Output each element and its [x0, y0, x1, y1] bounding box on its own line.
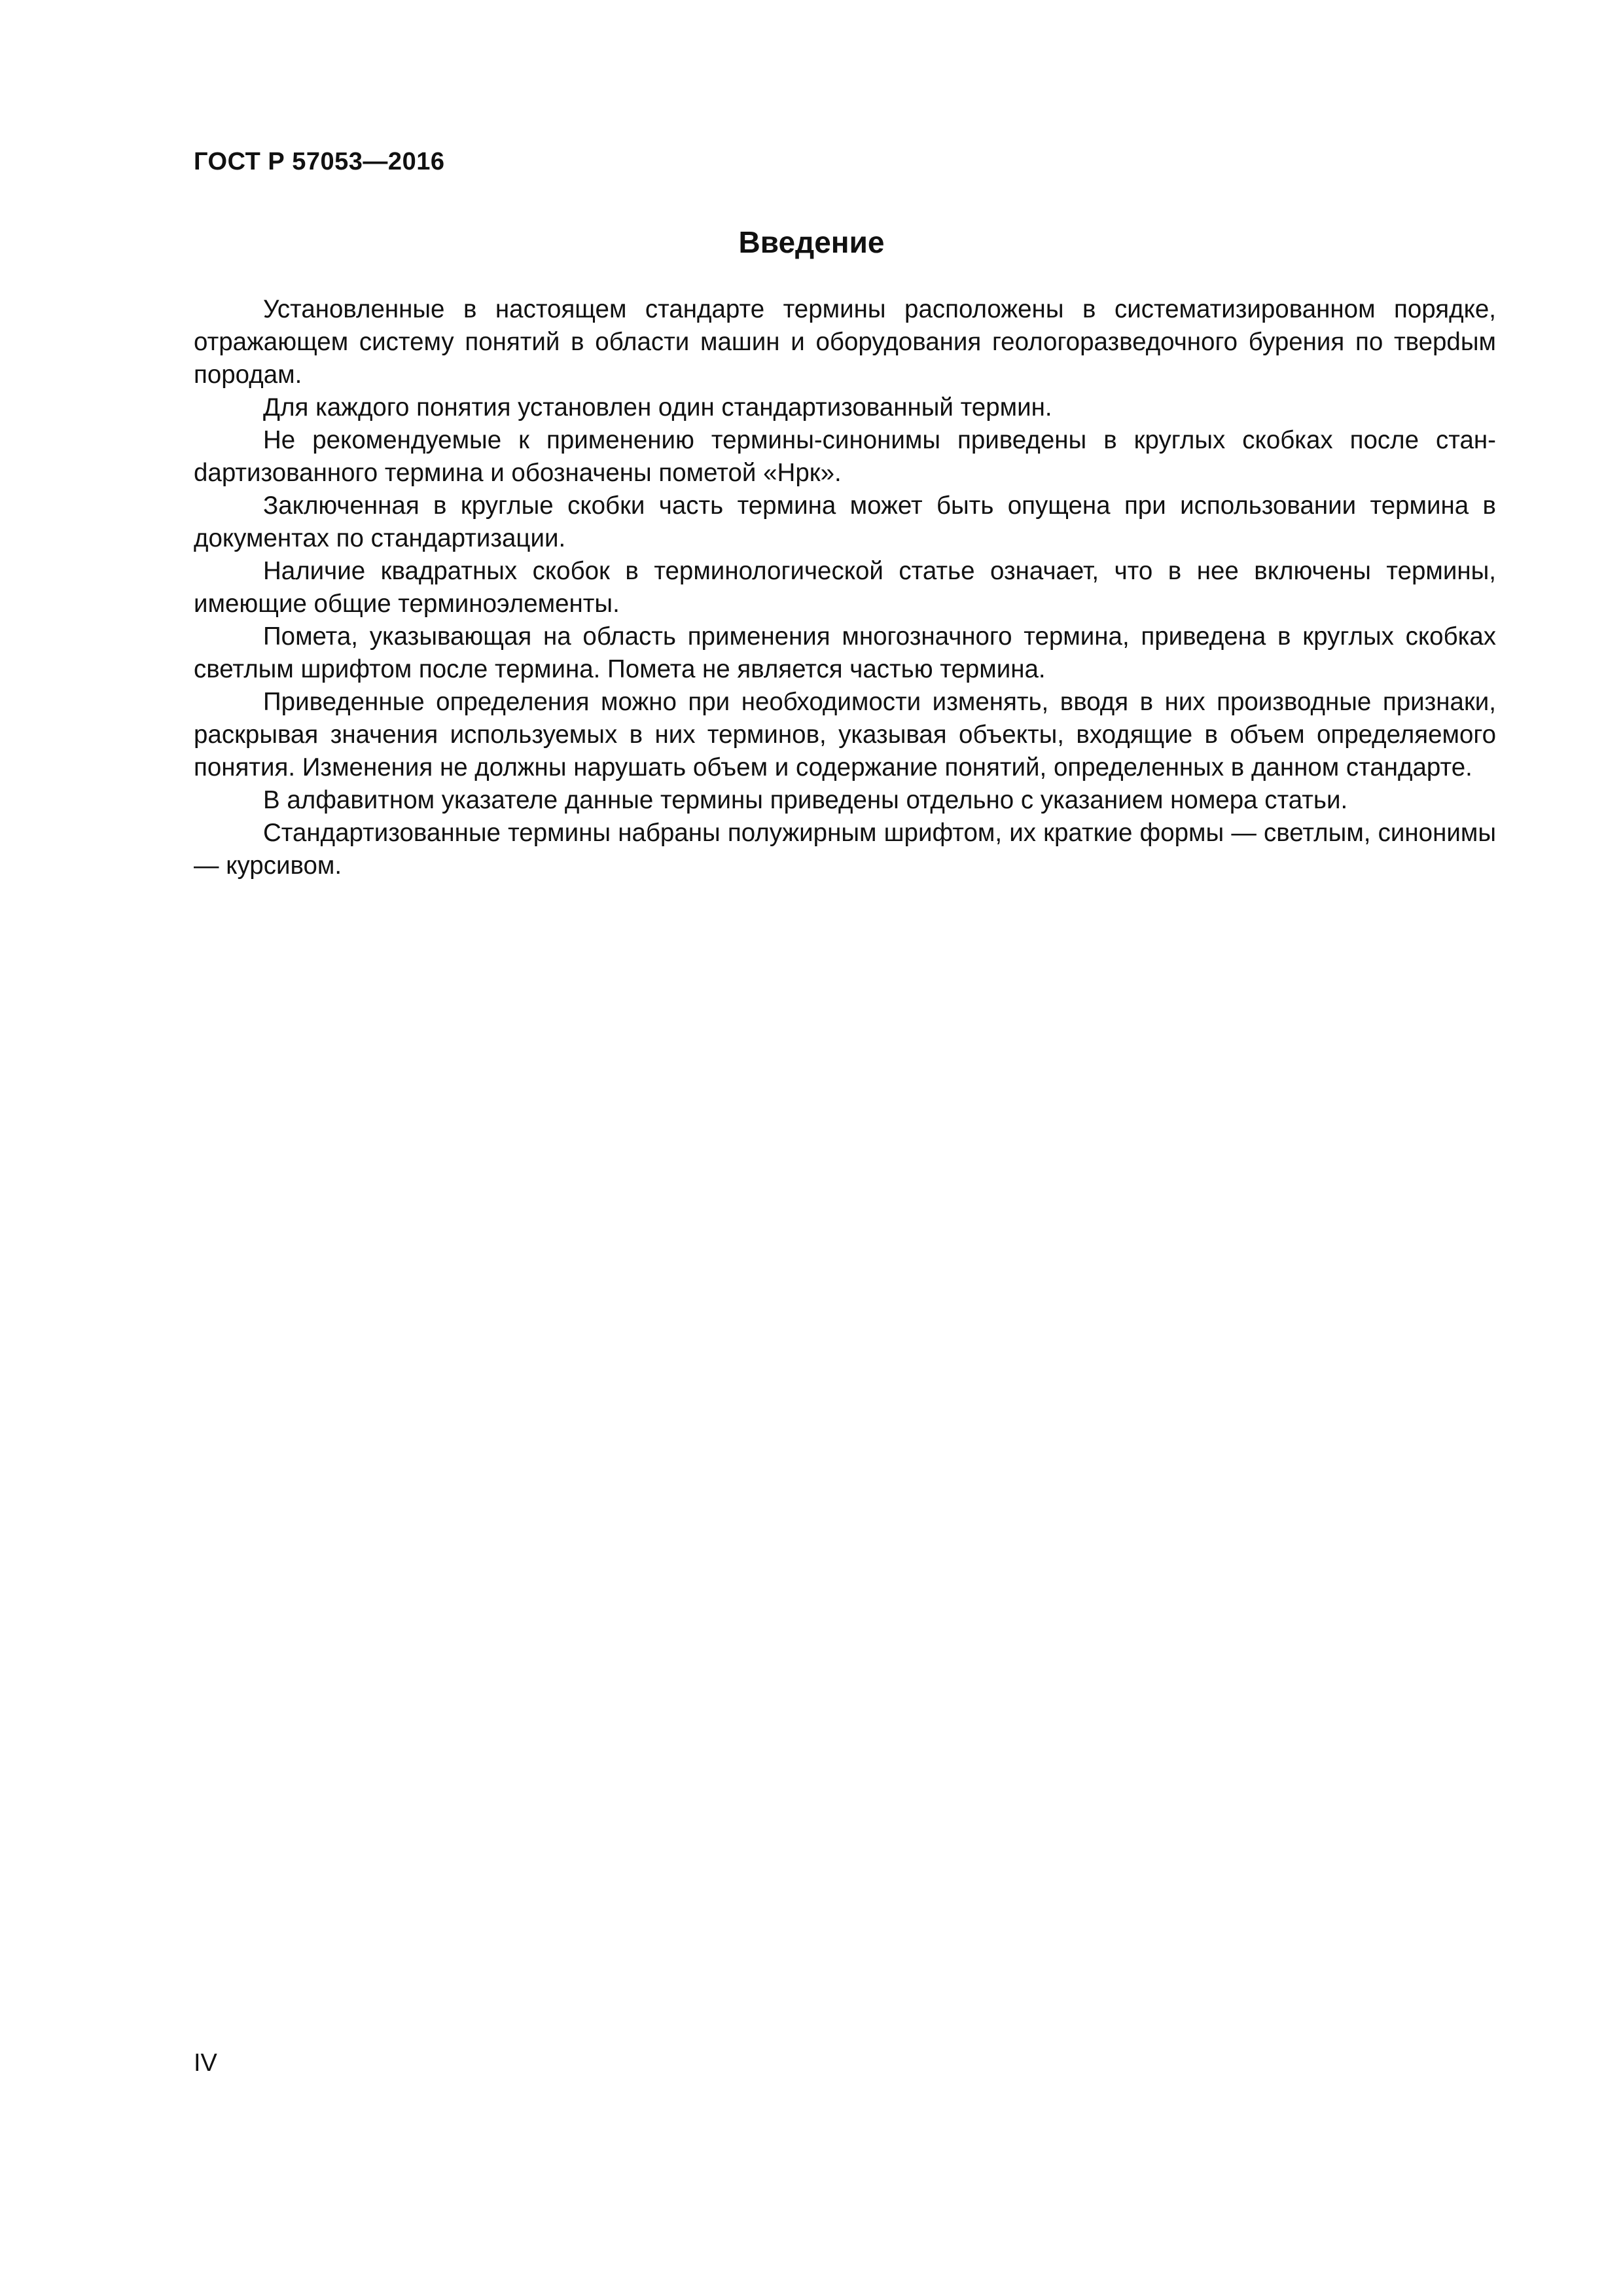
paragraph: Помета, указывающая на область применения многозначного термина, приведена в круглых скобках светлым шрифтом после термина. Помета не является частью термина. [194, 622, 1496, 683]
document-header: ГОСТ Р 57053—2016 [194, 148, 445, 175]
page-number: IV [194, 2049, 217, 2077]
paragraph: Стандартизованные термины набраны полужирным шрифтом, их краткие формы — светлым, синонимы — курсивом. [194, 819, 1496, 880]
body-text [194, 293, 1496, 882]
paragraph: Не рекомендуемые к применению термины-синонимы приведены в круглых скобках после станdартизованного термина и обозначены пометой «Нрк». [194, 426, 1496, 487]
paragraph: Заключенная в круглые скобки часть термина может быть опущена при использовании термина в документах по стандартизации. [194, 492, 1496, 552]
section-title: Введение [738, 225, 885, 259]
paragraph: Установленные в настоящем стандарте термины расположены в систематизированном порядке, отражающем систему понятий в области машин и оборудования геологоразведочного бурения по тверdым породам. [194, 295, 1496, 389]
paragraph: В алфавитном указателе данные термины приведены отдельно с указанием номера статьи. [263, 786, 1348, 814]
paragraph: Приведенные определения можно при необходимости изменять, вводя в них производные признаки, раскрывая значения используемых в них терминов, указывая объекты, входящие в объем определяемого понятия. Изменения не должны нарушать объем и содержание понятий, определенных в данном стандарте. [194, 688, 1496, 781]
paragraph: Для каждого понятия установлен один стандартизованный термин. [263, 393, 1052, 422]
paragraph: Наличие квадратных скобок в терминологической статье означает, что в нее включены термины, имеющие общие терминоэлементы. [194, 557, 1496, 618]
